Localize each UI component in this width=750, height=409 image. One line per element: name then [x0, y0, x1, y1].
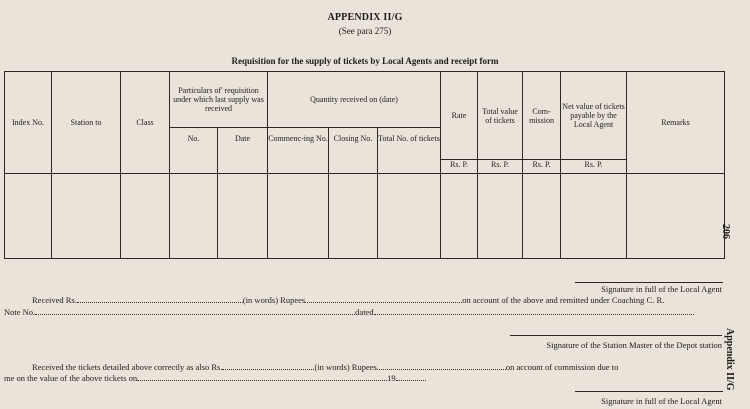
header-particulars: Particulars of' requisition under which last supply was received — [170, 72, 268, 128]
dated-field[interactable] — [374, 308, 694, 315]
form-caption: Requisition for the supply of tickets by Local Agents and receipt form — [231, 56, 499, 66]
in-words-label-2: (in words) Rupees — [314, 362, 377, 372]
me-on-value-line — [4, 373, 426, 383]
header-total-no-tickets: Total No. of tickets — [378, 128, 441, 174]
header-commencing-no: Commenc-ing No. — [268, 128, 329, 174]
cell-rate — [441, 174, 478, 259]
note-no-label: Note No. — [4, 307, 36, 317]
header-class: Class — [121, 72, 170, 174]
appendix-subtitle: (See para 275) — [338, 26, 392, 36]
on-account-commission-label: on account of commission due to — [505, 362, 619, 372]
on-account-remitted-label: on account of the above and remitted under Coaching C. R. — [462, 295, 665, 305]
received-tickets-label: Received the tickets detailed above correctly as also Rs. — [32, 362, 223, 372]
header-particulars-date: Date — [218, 128, 268, 174]
rs-p-commission: Rs. P. — [523, 160, 561, 174]
header-rate: Rate — [441, 72, 478, 160]
signature-station-master: Signature of the Station Master of the Depot station — [546, 340, 722, 350]
requisition-table — [4, 71, 725, 259]
header-net-value: Net value of tickets payable by the Local Agent — [561, 72, 627, 160]
year-field[interactable] — [396, 374, 426, 381]
cell-index-no — [5, 174, 52, 259]
received-rs-field[interactable] — [77, 296, 243, 303]
in-words-field-2[interactable] — [377, 363, 506, 370]
appendix-title: APPENDIX II/G — [327, 12, 403, 23]
header-closing-no: Closing No. — [329, 128, 378, 174]
in-words-field[interactable] — [305, 296, 462, 303]
rs-p-rate: Rs. P. — [441, 160, 478, 174]
cell-remarks — [627, 174, 725, 259]
in-words-label: (in words) Rupees — [242, 295, 306, 305]
rs-p-total-value: Rs. P. — [478, 160, 523, 174]
cell-commencing-no — [268, 174, 329, 259]
year-prefix-label: 19 — [387, 373, 396, 383]
header-total-value: Total value of tickets — [478, 72, 523, 160]
table-body-row — [5, 174, 725, 259]
received-rs-label: Received Rs. — [32, 295, 77, 305]
cell-net-value — [561, 174, 627, 259]
signature-line-local-agent-1 — [575, 282, 723, 283]
header-particulars-no: No. — [170, 128, 218, 174]
cell-particulars-no — [170, 174, 218, 259]
header-commission: Com-mission — [523, 72, 561, 160]
signature-local-agent-2: Signature in full of the Local Agent — [601, 396, 722, 406]
header-index-no: Index No. — [5, 72, 52, 174]
cell-particulars-date — [218, 174, 268, 259]
received-rs-line — [32, 295, 664, 305]
signature-line-local-agent-2 — [575, 391, 723, 392]
cell-class — [121, 174, 170, 259]
date-field[interactable] — [137, 374, 387, 381]
header-station-to: Station to — [52, 72, 121, 174]
dated-label: dated — [355, 307, 374, 317]
signature-line-station-master — [510, 335, 722, 336]
rs-p-net-value: Rs. P. — [561, 160, 627, 174]
side-running-head: Appendix II/G — [724, 328, 735, 391]
header-remarks: Remarks — [627, 72, 725, 174]
cell-total-no-tickets — [378, 174, 441, 259]
header-quantity: Quantity received on (date) — [268, 72, 441, 128]
cell-closing-no — [329, 174, 378, 259]
cell-total-value — [478, 174, 523, 259]
note-no-line — [4, 307, 694, 317]
page-number: 206 — [720, 224, 731, 239]
signature-local-agent-1: Signature in full of the Local Agent — [601, 284, 722, 294]
received-tickets-rs-field[interactable] — [222, 363, 314, 370]
cell-commission — [523, 174, 561, 259]
note-no-field[interactable] — [35, 308, 355, 315]
received-tickets-line — [32, 362, 618, 372]
cell-station-to — [52, 174, 121, 259]
me-on-value-label: me on the value of the above tickets on — [4, 373, 138, 383]
